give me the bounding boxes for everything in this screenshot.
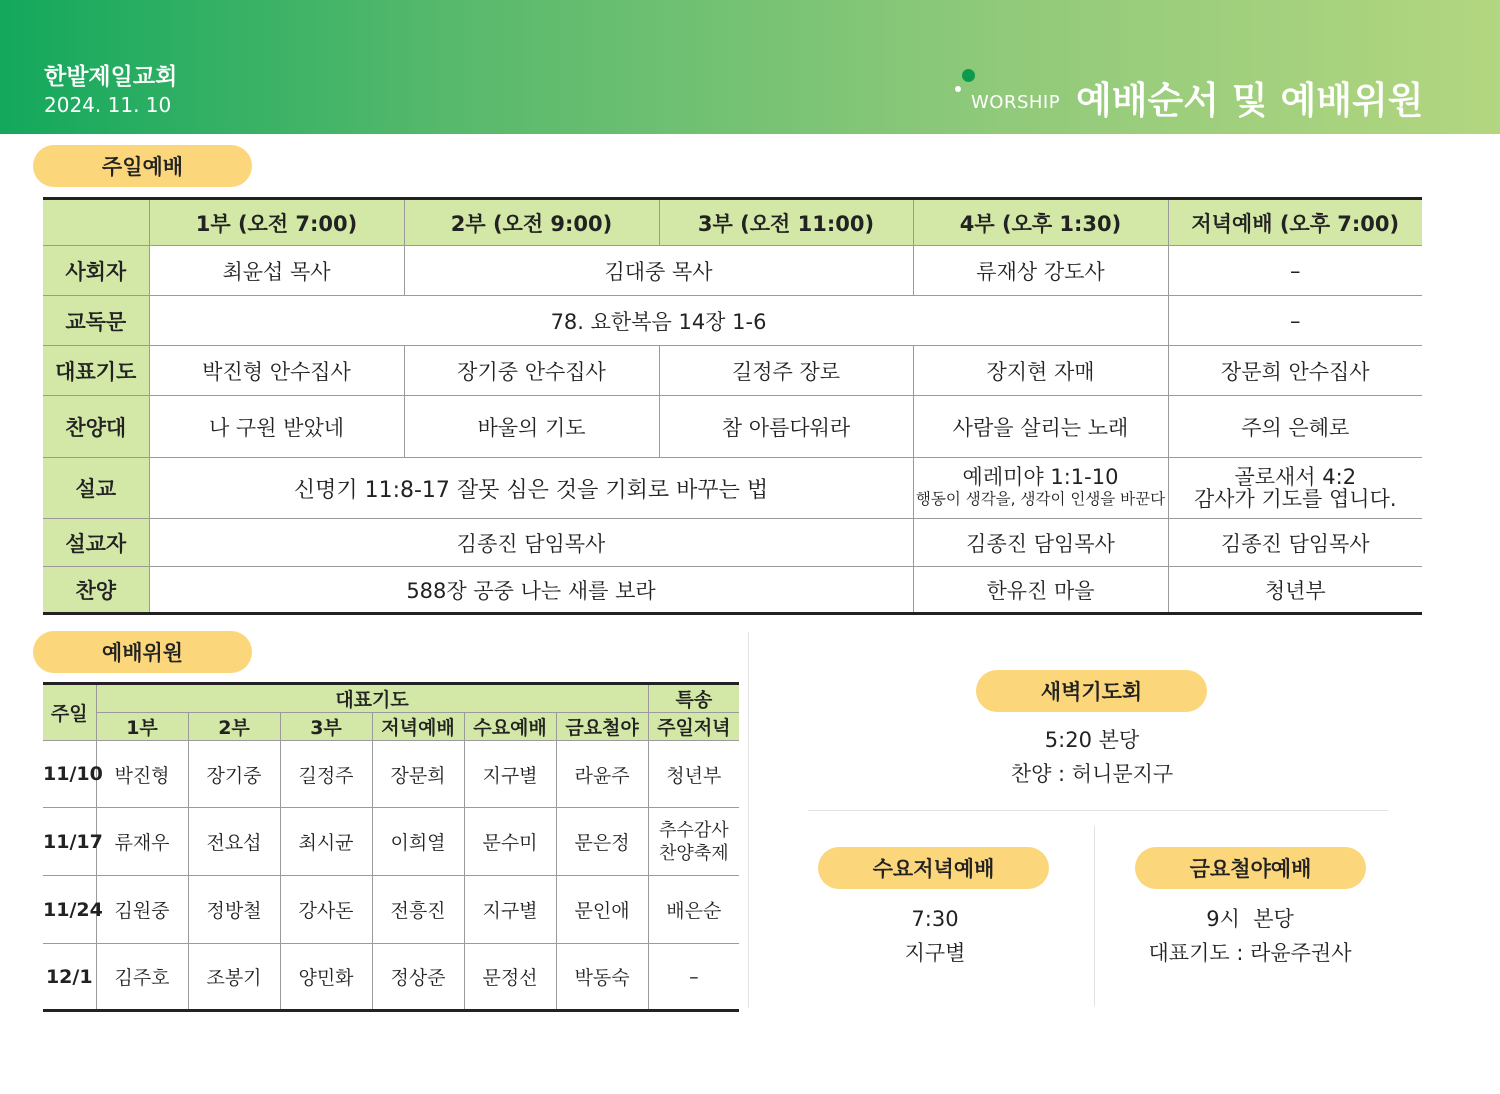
cell: 장기중	[188, 741, 280, 808]
sunday-worship-pill: 주일예배	[33, 145, 252, 187]
friday-pill: 금요철야예배	[1135, 847, 1366, 889]
sermon-scripture: 예레미야 1:1-10	[962, 465, 1119, 489]
cell: 장문희	[372, 741, 464, 808]
corner-cell	[43, 199, 149, 246]
cell: 지구별	[464, 741, 556, 808]
sermon-title: 행동이 생각을, 생각이 인생을 바꾼다	[915, 490, 1166, 508]
sunday-worship-table	[43, 197, 1422, 615]
cell: 한유진 마을	[913, 567, 1168, 614]
cell: 장문희 안수집사	[1168, 346, 1422, 396]
col-service-3: 3부 (오전 11:00)	[659, 199, 913, 246]
cell: –	[1168, 296, 1422, 346]
cell: 신명기 11:8-17 잘못 심은 것을 기회로 바꾸는 법	[149, 458, 913, 519]
row-label-praise: 찬양	[43, 567, 149, 614]
cell: 지구별	[464, 876, 556, 944]
table-row	[43, 876, 739, 944]
col-friday: 금요철야	[556, 713, 648, 741]
cell: 박진형	[96, 741, 188, 808]
section-divider	[1094, 826, 1095, 1006]
col-group-prayer: 대표기도	[96, 684, 648, 713]
cell: 배은순	[648, 876, 739, 944]
cell: 문은정	[556, 808, 648, 876]
table-row	[43, 396, 1422, 458]
table-row	[43, 246, 1422, 296]
row-label-sermon: 설교	[43, 458, 149, 519]
col-service-1: 1부 (오전 7:00)	[149, 199, 404, 246]
cell: 주의 은혜로	[1168, 396, 1422, 458]
sermon-scripture: 골로새서 4:2	[1234, 465, 1357, 489]
row-date: 11/17	[43, 808, 96, 876]
table-header-row	[43, 684, 739, 713]
dawn-praise: 찬양 : 허니문지구	[1010, 762, 1174, 786]
wednesday-time: 7:30	[911, 907, 959, 931]
row-label-choir: 찬양대	[43, 396, 149, 458]
dawn-time: 5:20 본당	[1044, 728, 1140, 752]
section-label-en: WORSHIP	[971, 92, 1061, 113]
table-row	[43, 296, 1422, 346]
panel-divider	[748, 632, 749, 1008]
row-label-preacher: 설교자	[43, 519, 149, 567]
cell: 전요섭	[188, 808, 280, 876]
cell: 588장 공중 나는 새를 보라	[149, 567, 913, 614]
cell: 김대중 목사	[404, 246, 913, 296]
cell: 강사돈	[280, 876, 372, 944]
table-row	[43, 808, 739, 876]
table-row	[43, 741, 739, 808]
cell: 바울의 기도	[404, 396, 659, 458]
header-banner	[0, 0, 1500, 134]
table-row	[43, 944, 739, 1011]
cell	[648, 808, 739, 876]
special-line: 찬양축제	[659, 842, 729, 864]
row-date: 12/1	[43, 944, 96, 1011]
cell: 최시균	[280, 808, 372, 876]
table-header-row	[43, 199, 1422, 246]
cell: 박동숙	[556, 944, 648, 1011]
cell: 장지현 자매	[913, 346, 1168, 396]
cell: 문수미	[464, 808, 556, 876]
table-row	[43, 458, 1422, 519]
friday-prayer: 대표기도 : 라윤주권사	[1148, 941, 1352, 965]
dawn-prayer-pill: 새벽기도회	[976, 670, 1207, 712]
cell: 나 구원 받았네	[149, 396, 404, 458]
cell: –	[1168, 246, 1422, 296]
cell: 김종진 담임목사	[149, 519, 913, 567]
cell: 문인애	[556, 876, 648, 944]
row-label-host: 사회자	[43, 246, 149, 296]
col-p3: 3부	[280, 713, 372, 741]
members-pill: 예배위원	[33, 631, 252, 673]
dot-icon	[962, 69, 975, 82]
cell: 양민화	[280, 944, 372, 1011]
cell: 사람을 살리는 노래	[913, 396, 1168, 458]
cell: 김주호	[96, 944, 188, 1011]
row-date: 11/24	[43, 876, 96, 944]
cell: 박진형 안수집사	[149, 346, 404, 396]
table-row	[43, 519, 1422, 567]
cell: 이희열	[372, 808, 464, 876]
row-label-prayer: 대표기도	[43, 346, 149, 396]
cell: 청년부	[1168, 567, 1422, 614]
col-service-2: 2부 (오전 9:00)	[404, 199, 659, 246]
cell: 전흥진	[372, 876, 464, 944]
bulletin-date: 2024. 11. 10	[44, 93, 172, 117]
table-header-row	[43, 713, 739, 741]
cell: 정상준	[372, 944, 464, 1011]
cell: 조봉기	[188, 944, 280, 1011]
cell: 길정주	[280, 741, 372, 808]
section-divider	[808, 810, 1388, 811]
members-table	[43, 682, 739, 1012]
cell: 최윤섭 목사	[149, 246, 404, 296]
cell	[1168, 458, 1422, 519]
wednesday-info	[780, 902, 1090, 970]
section-title: 예배순서 및 예배위원	[1076, 79, 1424, 122]
col-special-sub: 주일저녁	[648, 713, 739, 741]
table-row	[43, 567, 1422, 614]
row-date: 11/10	[43, 741, 96, 808]
cell: 김종진 담임목사	[913, 519, 1168, 567]
cell: 장기중 안수집사	[404, 346, 659, 396]
col-wednesday: 수요예배	[464, 713, 556, 741]
cell: 류재상 강도사	[913, 246, 1168, 296]
col-p1: 1부	[96, 713, 188, 741]
col-service-4: 4부 (오후 1:30)	[913, 199, 1168, 246]
friday-info	[1100, 902, 1400, 970]
cell: 참 아름다워라	[659, 396, 913, 458]
cell	[913, 458, 1168, 519]
cell: 김종진 담임목사	[1168, 519, 1422, 567]
cell: 78. 요한복음 14장 1-6	[149, 296, 1168, 346]
col-evening: 저녁예배	[372, 713, 464, 741]
cell: 라윤주	[556, 741, 648, 808]
cell: 문정선	[464, 944, 556, 1011]
friday-time: 9시 본당	[1206, 907, 1294, 931]
sermon-title: 감사가 기도를 엽니다.	[1193, 487, 1397, 511]
row-label-reading: 교독문	[43, 296, 149, 346]
wednesday-pill: 수요저녁예배	[818, 847, 1049, 889]
col-date: 주일	[43, 684, 96, 741]
col-p2: 2부	[188, 713, 280, 741]
table-row	[43, 346, 1422, 396]
special-line: 추수감사	[659, 819, 729, 841]
wednesday-group: 지구별	[904, 941, 966, 965]
cell: 김원중	[96, 876, 188, 944]
cell: –	[648, 944, 739, 1011]
dawn-prayer-info	[900, 723, 1284, 791]
cell: 정방철	[188, 876, 280, 944]
small-dot-icon	[955, 86, 961, 92]
church-name: 한밭제일교회	[44, 64, 178, 90]
cell: 길정주 장로	[659, 346, 913, 396]
col-evening: 저녁예배 (오후 7:00)	[1168, 199, 1422, 246]
col-special: 특송	[648, 684, 739, 713]
cell: 청년부	[648, 741, 739, 808]
cell: 류재우	[96, 808, 188, 876]
